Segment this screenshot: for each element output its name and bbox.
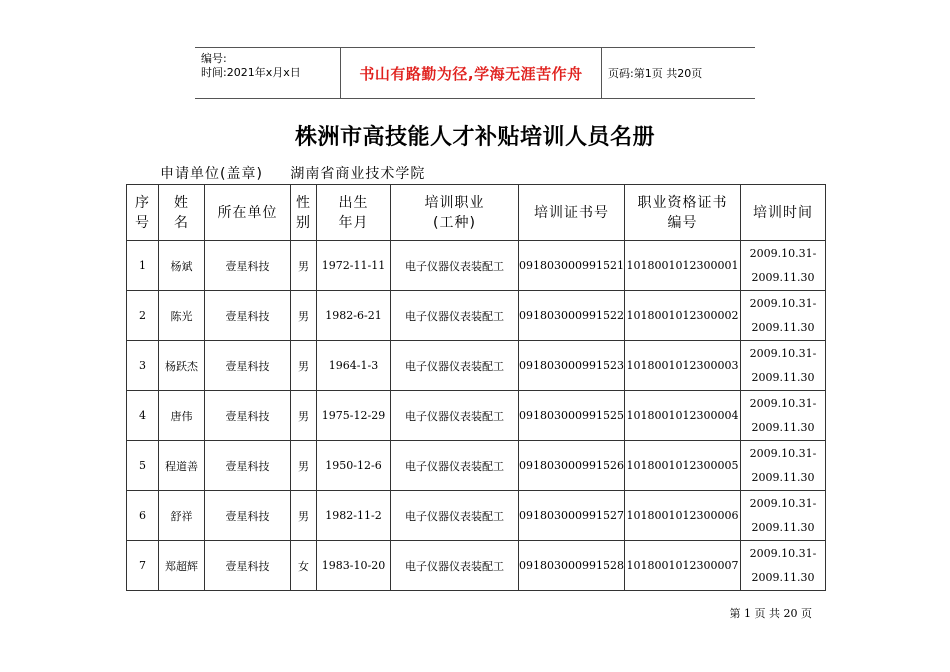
cell-time: 2009.10.31- 2009.11.30 <box>740 341 825 391</box>
cell-seq: 1 <box>127 241 159 291</box>
cell-birth: 1964-1-3 <box>317 341 391 391</box>
cell-qual: 1018001012300003 <box>624 341 740 391</box>
cell-time: 2009.10.31- 2009.11.30 <box>740 441 825 491</box>
table-row <box>127 341 826 391</box>
cell-name: 陈光 <box>159 291 205 341</box>
cell-name: 唐伟 <box>159 391 205 441</box>
cell-sex: 男 <box>291 441 317 491</box>
applicant-label: 申请单位(盖章) <box>160 166 263 182</box>
col-header-seq: 序 号 <box>127 185 159 241</box>
cell-time: 2009.10.31- 2009.11.30 <box>740 541 825 591</box>
cell-name: 杨跃杰 <box>159 341 205 391</box>
cell-job: 电子仪器仪表装配工 <box>391 441 519 491</box>
cell-unit: 壹星科技 <box>205 341 291 391</box>
cell-sex: 女 <box>291 541 317 591</box>
cell-cert: 091803000991525 <box>519 391 625 441</box>
col-header-time: 培训时间 <box>740 185 825 241</box>
cell-sex: 男 <box>291 341 317 391</box>
time-label: 时间:2021年x月x日 <box>201 66 301 79</box>
cell-cert: 091803000991527 <box>519 491 625 541</box>
cell-qual: 1018001012300005 <box>624 441 740 491</box>
cell-unit: 壹星科技 <box>205 541 291 591</box>
trainee-table <box>126 184 826 591</box>
col-header-sex: 性 别 <box>291 185 317 241</box>
table-row <box>127 241 826 291</box>
col-header-birth: 出生 年月 <box>317 185 391 241</box>
col-header-cert: 培训证书号 <box>519 185 625 241</box>
cell-birth: 1972-11-11 <box>317 241 391 291</box>
cell-birth: 1983-10-20 <box>317 541 391 591</box>
cell-seq: 2 <box>127 291 159 341</box>
table-row <box>127 291 826 341</box>
cell-birth: 1975-12-29 <box>317 391 391 441</box>
applicant-org: 湖南省商业技术学院 <box>290 166 426 182</box>
page-footer: 第 1 页 共 20 页 <box>729 607 812 620</box>
cell-sex: 男 <box>291 491 317 541</box>
cell-cert: 091803000991523 <box>519 341 625 391</box>
document-title: 株洲市高技能人才补贴培训人员名册 <box>294 125 655 150</box>
cell-cert: 091803000991528 <box>519 541 625 591</box>
cell-name: 舒祥 <box>159 491 205 541</box>
document-header <box>195 47 755 99</box>
cell-seq: 6 <box>127 491 159 541</box>
cell-job: 电子仪器仪表装配工 <box>391 241 519 291</box>
cell-time: 2009.10.31- 2009.11.30 <box>740 491 825 541</box>
cell-cert: 091803000991526 <box>519 441 625 491</box>
cell-cert: 091803000991522 <box>519 291 625 341</box>
table-row <box>127 491 826 541</box>
cell-time: 2009.10.31- 2009.11.30 <box>740 291 825 341</box>
table-row <box>127 541 826 591</box>
serial-label: 编号: <box>201 52 227 65</box>
cell-seq: 7 <box>127 541 159 591</box>
cell-unit: 壹星科技 <box>205 241 291 291</box>
cell-time: 2009.10.31- 2009.11.30 <box>740 241 825 291</box>
applicant-line <box>160 163 425 183</box>
cell-qual: 1018001012300004 <box>624 391 740 441</box>
cell-sex: 男 <box>291 291 317 341</box>
cell-job: 电子仪器仪表装配工 <box>391 291 519 341</box>
cell-sex: 男 <box>291 391 317 441</box>
col-header-job: 培训职业 (工种) <box>391 185 519 241</box>
cell-birth: 1982-6-21 <box>317 291 391 341</box>
cell-qual: 1018001012300007 <box>624 541 740 591</box>
header-motto-cell <box>341 48 602 98</box>
header-left-cell <box>195 48 341 98</box>
page-code: 页码:第1页 共20页 <box>608 67 703 80</box>
cell-job: 电子仪器仪表装配工 <box>391 341 519 391</box>
cell-seq: 5 <box>127 441 159 491</box>
cell-birth: 1950-12-6 <box>317 441 391 491</box>
cell-sex: 男 <box>291 241 317 291</box>
col-header-qual: 职业资格证书 编号 <box>624 185 740 241</box>
motto-text: 书山有路勤为径,学海无涯苦作舟 <box>359 64 583 83</box>
cell-job: 电子仪器仪表装配工 <box>391 391 519 441</box>
cell-qual: 1018001012300002 <box>624 291 740 341</box>
table-header-row <box>127 185 826 241</box>
cell-unit: 壹星科技 <box>205 491 291 541</box>
table-row <box>127 391 826 441</box>
cell-name: 郑超辉 <box>159 541 205 591</box>
cell-qual: 1018001012300006 <box>624 491 740 541</box>
cell-unit: 壹星科技 <box>205 291 291 341</box>
cell-seq: 3 <box>127 341 159 391</box>
col-header-name: 姓 名 <box>159 185 205 241</box>
cell-qual: 1018001012300001 <box>624 241 740 291</box>
cell-seq: 4 <box>127 391 159 441</box>
cell-unit: 壹星科技 <box>205 391 291 441</box>
cell-job: 电子仪器仪表装配工 <box>391 491 519 541</box>
cell-cert: 091803000991521 <box>519 241 625 291</box>
cell-unit: 壹星科技 <box>205 441 291 491</box>
header-page-cell <box>602 48 755 98</box>
cell-name: 程道善 <box>159 441 205 491</box>
table-row <box>127 441 826 491</box>
col-header-unit: 所在单位 <box>205 185 291 241</box>
cell-birth: 1982-11-2 <box>317 491 391 541</box>
cell-time: 2009.10.31- 2009.11.30 <box>740 391 825 441</box>
cell-job: 电子仪器仪表装配工 <box>391 541 519 591</box>
cell-name: 杨斌 <box>159 241 205 291</box>
